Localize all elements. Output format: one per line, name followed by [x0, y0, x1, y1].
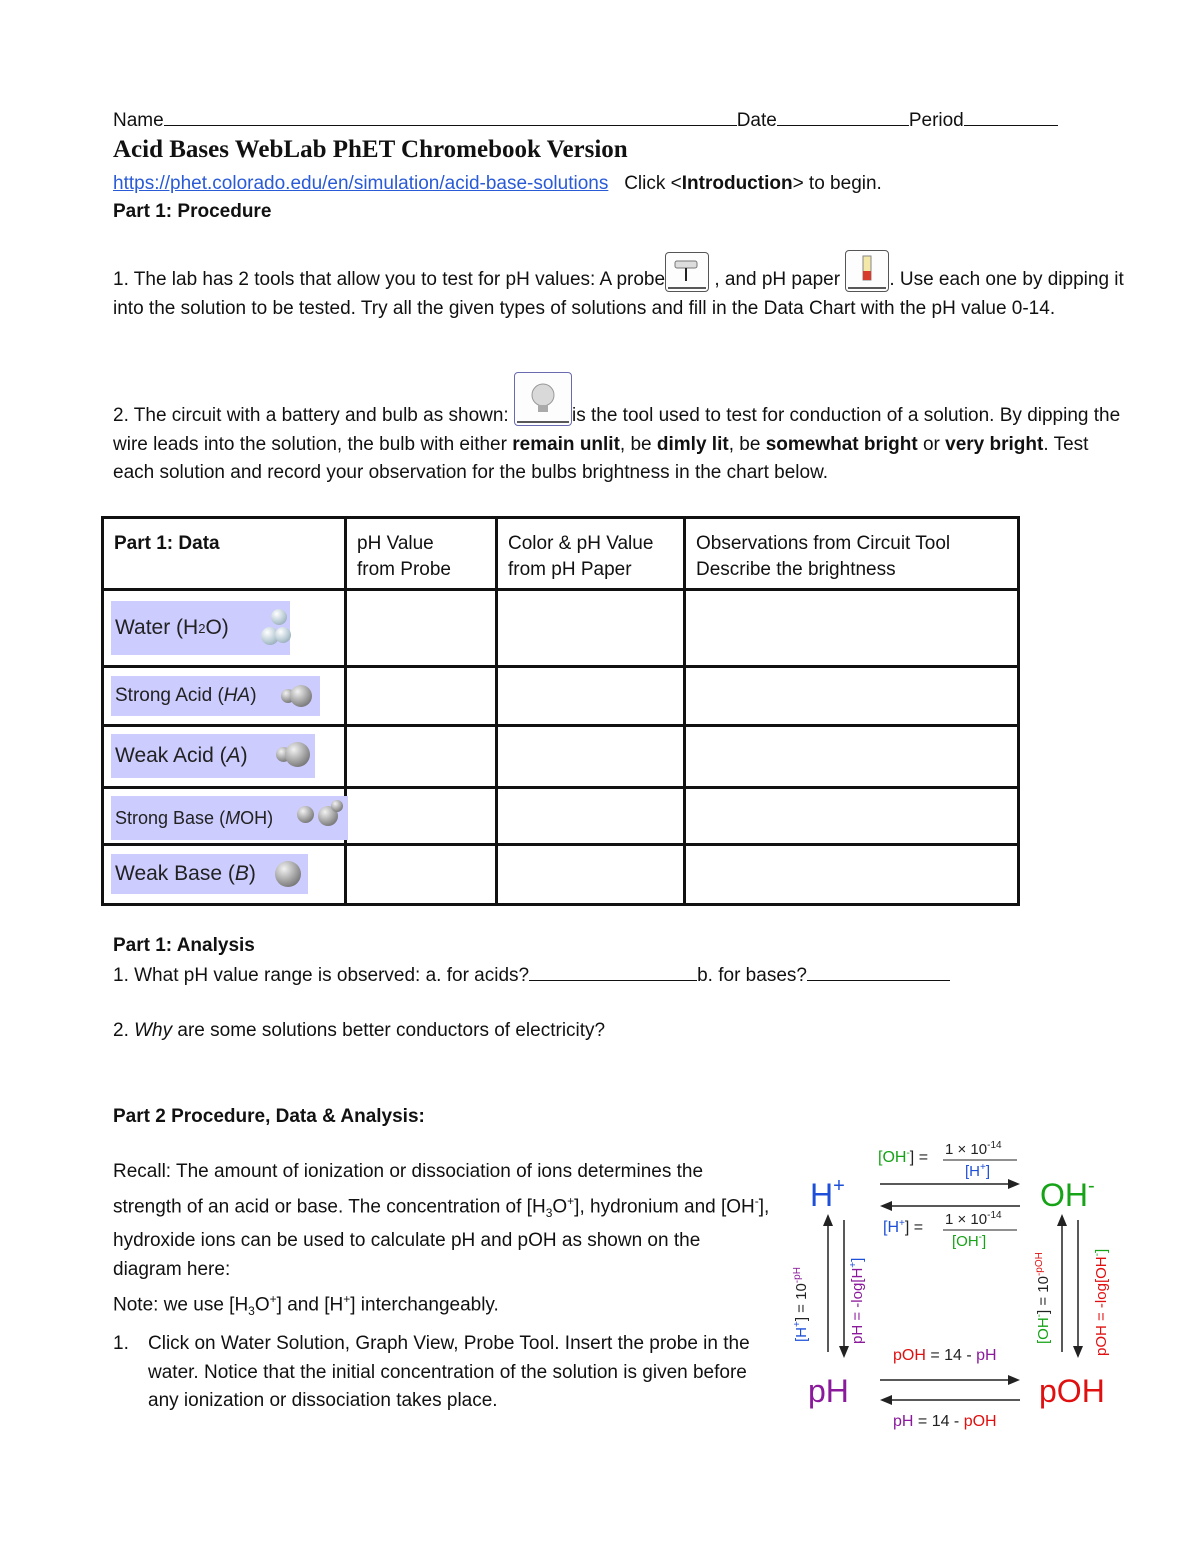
table-row — [103, 590, 1019, 667]
ph-paper-icon — [845, 250, 889, 292]
water-paper-cell[interactable] — [497, 590, 685, 667]
mid-eq-denominator: [OH-] — [952, 1232, 987, 1250]
strong-base-probe-cell[interactable] — [346, 788, 497, 845]
click-after: > to begin. — [792, 173, 882, 194]
top-eq-left: [OH-] = — [878, 1148, 929, 1166]
table-row — [103, 726, 1019, 788]
bottom-bot-eq: pH = 14 - pOH — [893, 1413, 997, 1430]
mid-eq-numerator: $1 \times 10^{-14}$ — [945, 1210, 1002, 1228]
step1-paragraph: 1. The lab has 2 tools that allow you to test for pH values: A probe , and pH paper . Use each one by dipping it into the solution to be tested. Try all the given types of solutions and fill in the Data Chart with the pH value 0-14. — [113, 250, 1133, 323]
click-text: Click < — [624, 173, 682, 194]
bottom-top-eq: pOH = 14 - pH — [893, 1347, 997, 1364]
right-vert-eq: $[OH^-] = 10^{-pOH}$ — [1034, 1252, 1052, 1344]
table-header-row — [103, 518, 1019, 590]
header-ph-paper: Color & pH Value from pH Paper — [508, 533, 654, 580]
part2-heading: Part 2 Procedure, Data & Analysis: — [113, 1106, 425, 1127]
ph-label: pH — [808, 1373, 849, 1409]
header-observations: Observations from Circuit Tool Describe the brightness — [696, 533, 951, 580]
weak-acid-label: Weak Acid ( A ) — [111, 734, 315, 778]
name-label: Name — [113, 110, 164, 131]
period-blank[interactable] — [964, 108, 1058, 126]
strong-acid-observation-cell[interactable] — [685, 667, 1019, 726]
weak-acid-paper-cell[interactable] — [497, 726, 685, 788]
analysis-q2: 2. Why are some solutions better conductors of electricity? — [113, 1020, 606, 1041]
strong-acid-label: Strong Acid ( HA ) — [111, 676, 320, 716]
acids-range-blank[interactable] — [529, 963, 697, 981]
top-eq-denominator: [H+] — [965, 1162, 991, 1180]
table-row — [103, 667, 1019, 726]
mid-eq-left: [H+] = — [883, 1218, 924, 1236]
ph-poh-diagram — [780, 1130, 1120, 1440]
header-part1-data: Part 1: Data — [114, 533, 220, 554]
step2-paragraph: 2. The circuit with a battery and bulb as shown: is the tool used to test for conduction of a solution. By dipping the wire leads into the solution, the bulb with either remain unlit, be dimly lit, be somewhat bright or very bright. Test each solution and record your observation for the bulbs brightness in the chart below. — [113, 372, 1133, 488]
weak-acid-observation-cell[interactable] — [685, 726, 1019, 788]
weak-base-label: Weak Base ( B ) — [111, 854, 308, 894]
right-vert-log: pOH = -log[OH-] — [1092, 1248, 1110, 1356]
strong-base-label: Strong Base ( M OH) — [111, 796, 348, 840]
poh-label: pOH — [1039, 1373, 1105, 1409]
strong-base-molecule-icon — [297, 806, 314, 823]
date-label: Date — [736, 110, 777, 131]
part1-data-table — [101, 516, 1020, 906]
circuit-bulb-icon — [514, 372, 572, 426]
left-vert-eq: $[H^+] = 10^{-pH}$ — [792, 1267, 810, 1342]
date-blank[interactable] — [777, 108, 909, 126]
strong-acid-probe-cell[interactable] — [346, 667, 497, 726]
top-eq-numerator: $1 \times 10^{-14}$ — [945, 1140, 1002, 1158]
probe-tool-icon — [665, 252, 709, 292]
strong-base-paper-cell[interactable] — [497, 788, 685, 845]
strong-acid-paper-cell[interactable] — [497, 667, 685, 726]
introduction-label: Introduction — [681, 173, 793, 194]
header-line — [113, 108, 1058, 133]
left-vert-log: pH = -log[H+] — [848, 1257, 866, 1344]
weak-base-molecule-icon — [275, 861, 301, 887]
water-label: Water (H 2 O) — [111, 601, 290, 655]
h-plus-label: H+ — [810, 1175, 845, 1213]
weak-acid-probe-cell[interactable] — [346, 726, 497, 788]
phet-link[interactable]: https://phet.colorado.edu/en/simulation/acid-base-solutions — [113, 173, 609, 194]
header-ph-probe: pH Value from Probe — [357, 533, 451, 580]
water-observation-cell[interactable] — [685, 590, 1019, 667]
table-row — [103, 788, 1019, 845]
page-title: Acid Bases WebLab PhET Chromebook Version — [113, 136, 628, 163]
analysis-q1: 1. What pH value range is observed: a. for acids? b. for bases? — [113, 963, 950, 988]
oh-minus-label: OH- — [1040, 1175, 1095, 1213]
part1-procedure-heading: Part 1: Procedure — [113, 201, 272, 222]
water-probe-cell[interactable] — [346, 590, 497, 667]
recall-paragraph: Recall: The amount of ionization or dissociation of ions determines the strength of an acid or base. The concentration of $[H_3O^+]$, hydronium and [OH-], hydroxide ions can be used to calculate pH and pOH as shown on the diagram here: Note: we use $[H_3O^+]$ and [H+] interchangeably. — [113, 1161, 770, 1318]
table-row — [103, 845, 1019, 905]
weak-base-probe-cell[interactable] — [346, 845, 497, 905]
bases-range-blank[interactable] — [807, 963, 950, 981]
weak-base-paper-cell[interactable] — [497, 845, 685, 905]
part1-analysis-heading: Part 1: Analysis — [113, 935, 255, 956]
strong-base-observation-cell[interactable] — [685, 788, 1019, 845]
period-label: Period — [908, 110, 964, 131]
name-blank[interactable] — [164, 108, 737, 126]
intro-line — [113, 172, 882, 196]
weak-base-observation-cell[interactable] — [685, 845, 1019, 905]
part2-item1: 1. Click on Water Solution, Graph View, Probe Tool. Insert the probe in the water. Notice that the initial concentration of the solution is given before any ionization or dissociation takes place. — [113, 1333, 750, 1412]
